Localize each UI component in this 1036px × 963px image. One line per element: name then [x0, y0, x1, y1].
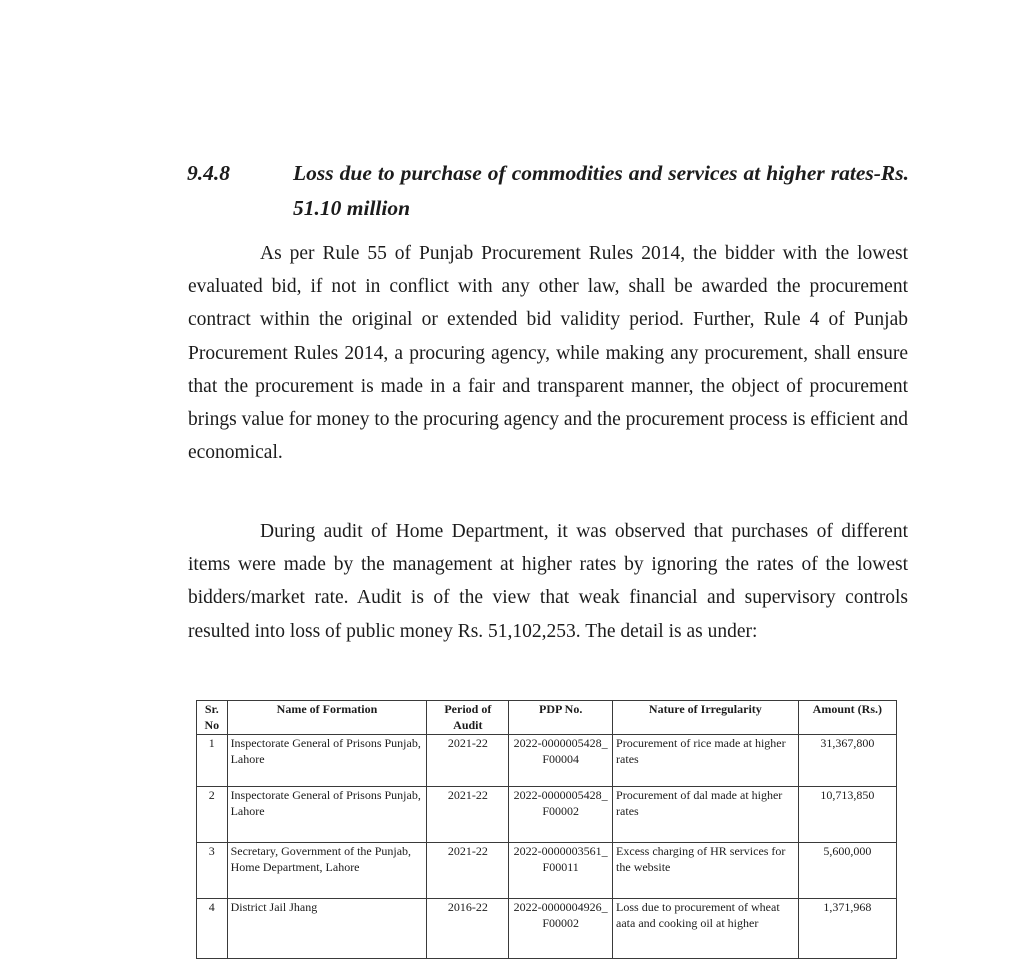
header-nature: Nature of Irregularity — [613, 701, 799, 735]
cell-formation: Inspectorate General of Prisons Punjab, Lahore — [227, 735, 427, 787]
table-row — [197, 843, 897, 899]
header-amount: Amount (Rs.) — [798, 701, 896, 735]
cell-period: 2021-22 — [427, 735, 509, 787]
table-row — [197, 787, 897, 843]
cell-period: 2021-22 — [427, 843, 509, 899]
table-row — [197, 735, 897, 787]
cell-nature: Procurement of rice made at higher rates — [613, 735, 799, 787]
paragraph-audit-observation: During audit of Home Department, it was observed that purchases of different items were made by the management at higher rates by ignoring the rates of the lowest bidders/market rate. Audit is of the view that weak financial and supervisory controls resulted into loss of public money Rs. 51,102,253. The detail is as under: — [188, 521, 908, 642]
table-header-row — [197, 701, 897, 735]
cell-amount: 31,367,800 — [798, 735, 896, 787]
header-formation: Name of Formation — [227, 701, 427, 735]
header-period: Period of Audit — [427, 701, 509, 735]
cell-period: 2021-22 — [427, 787, 509, 843]
cell-period: 2016-22 — [427, 899, 509, 959]
cell-sr: 1 — [197, 735, 228, 787]
cell-formation: District Jail Jhang — [227, 899, 427, 959]
irregularity-table — [196, 700, 897, 959]
section-number: 9.4.8 — [187, 161, 230, 185]
cell-sr: 4 — [197, 899, 228, 959]
cell-pdp: 2022-0000005428_F00004 — [509, 735, 613, 787]
cell-amount: 1,371,968 — [798, 899, 896, 959]
paragraph-rules: As per Rule 55 of Punjab Procurement Rules 2014, the bidder with the lowest evaluated bid, if not in conflict with any other law, shall be awarded the procurement contract within the original or extended bid validity period. Further, Rule 4 of Punjab Procurement Rules 2014, a procuring agency, while making any procurement, shall ensure that the procurement is made in a fair and transparent manner, the object of procurement brings value for money to the procuring agency and the procurement process is efficient and economical. — [188, 243, 908, 464]
header-sr-no: Sr. No — [197, 701, 228, 735]
cell-pdp: 2022-0000003561_F00011 — [509, 843, 613, 899]
section-title: Loss due to purchase of commodities and services at higher rates-Rs. 51.10 million — [293, 161, 909, 220]
header-pdp: PDP No. — [509, 701, 613, 735]
cell-sr: 2 — [197, 787, 228, 843]
cell-nature: Excess charging of HR services for the website — [613, 843, 799, 899]
cell-formation: Secretary, Government of the Punjab, Home Department, Lahore — [227, 843, 427, 899]
cell-amount: 10,713,850 — [798, 787, 896, 843]
cell-pdp: 2022-0000005428_F00002 — [509, 787, 613, 843]
cell-pdp: 2022-0000004926_F00002 — [509, 899, 613, 959]
cell-formation: Inspectorate General of Prisons Punjab, Lahore — [227, 787, 427, 843]
cell-sr: 3 — [197, 843, 228, 899]
cell-amount: 5,600,000 — [798, 843, 896, 899]
table-row — [197, 899, 897, 959]
cell-nature: Loss due to procurement of wheat aata and cooking oil at higher — [613, 899, 799, 959]
cell-nature: Procurement of dal made at higher rates — [613, 787, 799, 843]
